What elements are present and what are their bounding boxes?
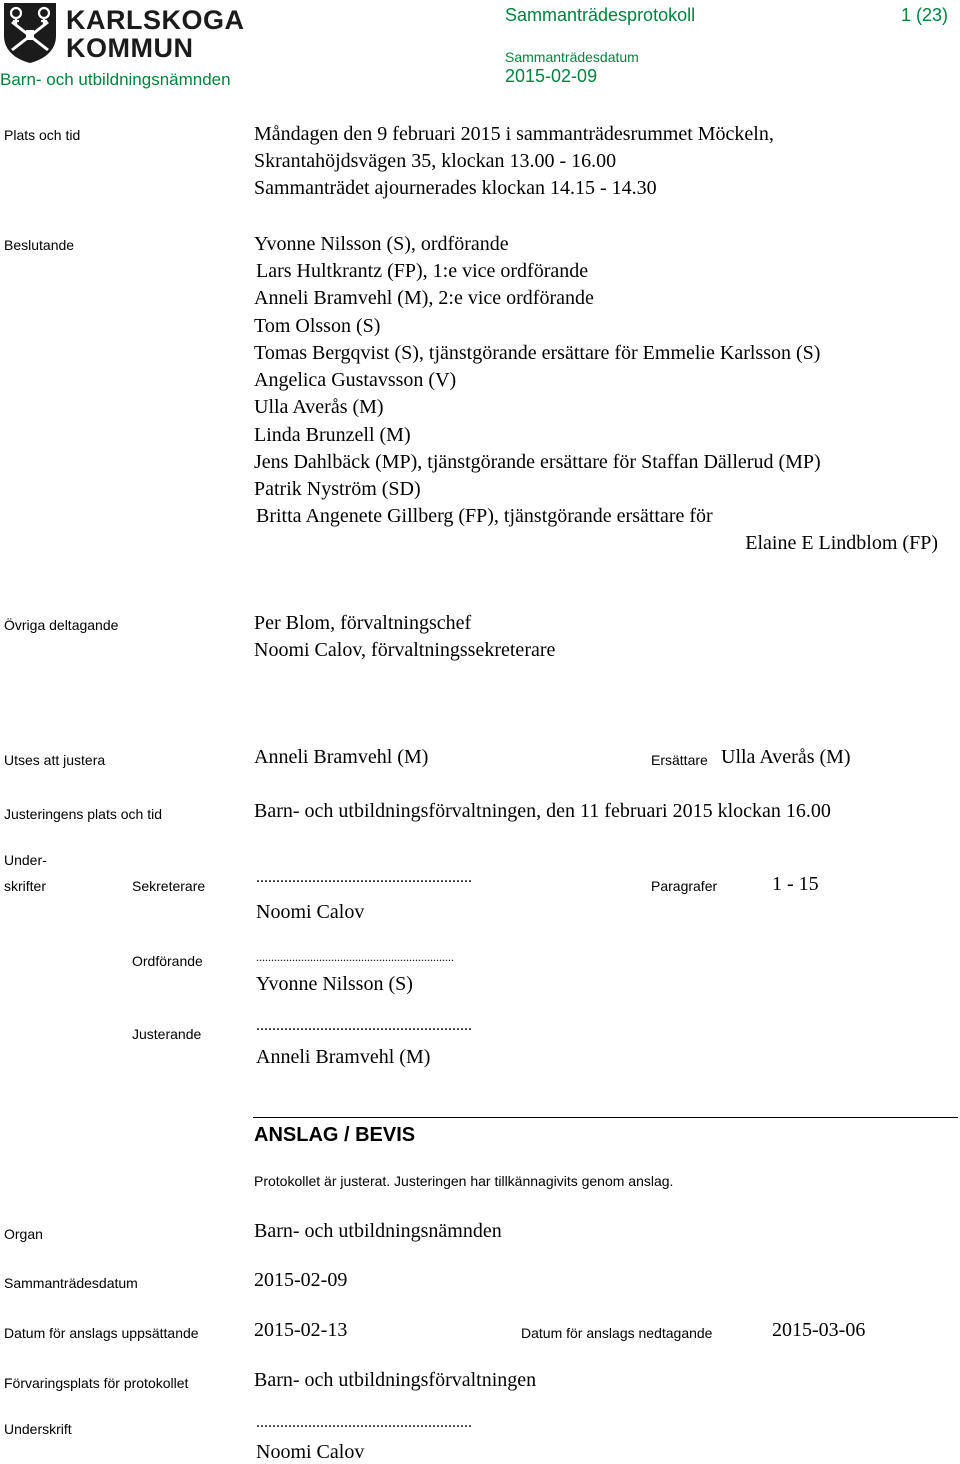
utses-value: Anneli Bramvehl (M) xyxy=(254,746,429,768)
beslutande-last-line: Elaine E Lindblom (FP) xyxy=(745,532,938,554)
ersattare-label: Ersättare xyxy=(651,752,708,768)
uppsattande-value: 2015-02-13 xyxy=(254,1319,348,1341)
paragrafer-value: 1 - 15 xyxy=(772,873,819,895)
karlskoga-coat-of-arms-icon xyxy=(0,0,60,64)
paragrafer-label: Paragrafer xyxy=(651,878,718,894)
justerande-label: Justerande xyxy=(132,1026,202,1042)
beslutande-line-3: Anneli Bramvehl (M), 2:e vice ordförande xyxy=(254,287,594,309)
utses-label: Utses att justera xyxy=(4,752,106,768)
justerande-signature-line: ...................................................... xyxy=(256,1017,472,1034)
forvaringsplats-value: Barn- och utbildningsförvaltningen xyxy=(254,1369,537,1391)
underskrift-label: Underskrift xyxy=(4,1421,72,1437)
nedtagande-value: 2015-03-06 xyxy=(772,1319,866,1341)
plats-line-3: Sammanträdet ajournerades klockan 14.15 - 14.30 xyxy=(254,177,657,199)
org-name-line2: KOMMUN xyxy=(66,33,194,63)
ersattare-value: Ulla Averås (M) xyxy=(721,746,851,768)
beslutande-line-11: Britta Angenete Gillberg (FP), tjänstgörande ersättare för xyxy=(256,505,713,527)
anslag-divider xyxy=(253,1117,958,1118)
uppsattande-label: Datum för anslags uppsättande xyxy=(4,1325,199,1341)
forvaringsplats-label: Förvaringsplats för protokollet xyxy=(4,1375,189,1391)
anslag-intro: Protokollet är justerat. Justeringen har tillkännagivits genom anslag. xyxy=(254,1173,674,1189)
organ-value: Barn- och utbildningsnämnden xyxy=(254,1220,502,1242)
org-name-line1: KARLSKOGA xyxy=(66,5,245,35)
ordforande-label: Ordförande xyxy=(132,953,203,969)
beslutande-line-8: Linda Brunzell (M) xyxy=(254,424,411,446)
ovriga-line-2: Noomi Calov, förvaltningssekreterare xyxy=(254,639,556,661)
ovriga-label: Övriga deltagande xyxy=(4,617,119,633)
beslutande-line-6: Angelica Gustavsson (V) xyxy=(254,369,457,391)
beslutande-line-5: Tomas Bergqvist (S), tjänstgörande ersättare för Emmelie Karlsson (S) xyxy=(254,342,821,364)
ovriga-line-1: Per Blom, förvaltningschef xyxy=(254,612,472,634)
ordforande-name: Yvonne Nilsson (S) xyxy=(256,973,413,995)
date-label: Sammanträdesdatum xyxy=(505,49,639,65)
anslag-datum-label: Sammanträdesdatum xyxy=(4,1275,138,1291)
beslutande-line-10: Patrik Nyström (SD) xyxy=(254,478,421,500)
document-type: Sammanträdesprotokoll xyxy=(505,5,696,25)
plats-line-1: Måndagen den 9 februari 2015 i sammanträdesrummet Möckeln, xyxy=(254,123,774,145)
committee-name: Barn- och utbildningsnämnden xyxy=(0,70,231,89)
page-number: 1 (23) xyxy=(900,5,948,25)
underskrifter-label-2: skrifter xyxy=(4,878,46,894)
beslutande-line-1: Yvonne Nilsson (S), ordförande xyxy=(254,233,509,255)
ordforande-signature-line: .................................................................. xyxy=(256,950,454,964)
anslag-title: ANSLAG / BEVIS xyxy=(254,1124,416,1146)
plats-line-2: Skrantahöjdsvägen 35, klockan 13.00 - 16.00 xyxy=(254,150,617,172)
date-value: 2015-02-09 xyxy=(505,66,598,86)
anslag-datum-value: 2015-02-09 xyxy=(254,1269,348,1291)
nedtagande-label: Datum för anslags nedtagande xyxy=(521,1325,713,1341)
organ-label: Organ xyxy=(4,1226,43,1242)
justering-plats-label: Justeringens plats och tid xyxy=(4,806,162,822)
justering-plats-value: Barn- och utbildningsförvaltningen, den 11 februari 2015 klockan 16.00 xyxy=(254,800,831,822)
sekreterare-name: Noomi Calov xyxy=(256,901,365,923)
underskrift-signature-line: ...................................................... xyxy=(256,1414,472,1431)
beslutande-line-9: Jens Dahlbäck (MP), tjänstgörande ersättare för Staffan Dällerud (MP) xyxy=(254,451,821,473)
beslutande-line-4: Tom Olsson (S) xyxy=(254,315,381,337)
plats-label: Plats och tid xyxy=(4,127,81,143)
justerande-name: Anneli Bramvehl (M) xyxy=(256,1046,431,1068)
sekreterare-signature-line: ...................................................... xyxy=(256,869,472,886)
beslutande-line-7: Ulla Averås (M) xyxy=(254,396,384,418)
underskrifter-label-1: Under- xyxy=(4,852,47,868)
sekreterare-label: Sekreterare xyxy=(132,878,206,894)
underskrift-name: Noomi Calov xyxy=(256,1441,365,1463)
beslutande-line-2: Lars Hultkrantz (FP), 1:e vice ordförande xyxy=(256,260,589,282)
beslutande-label: Beslutande xyxy=(4,237,75,253)
